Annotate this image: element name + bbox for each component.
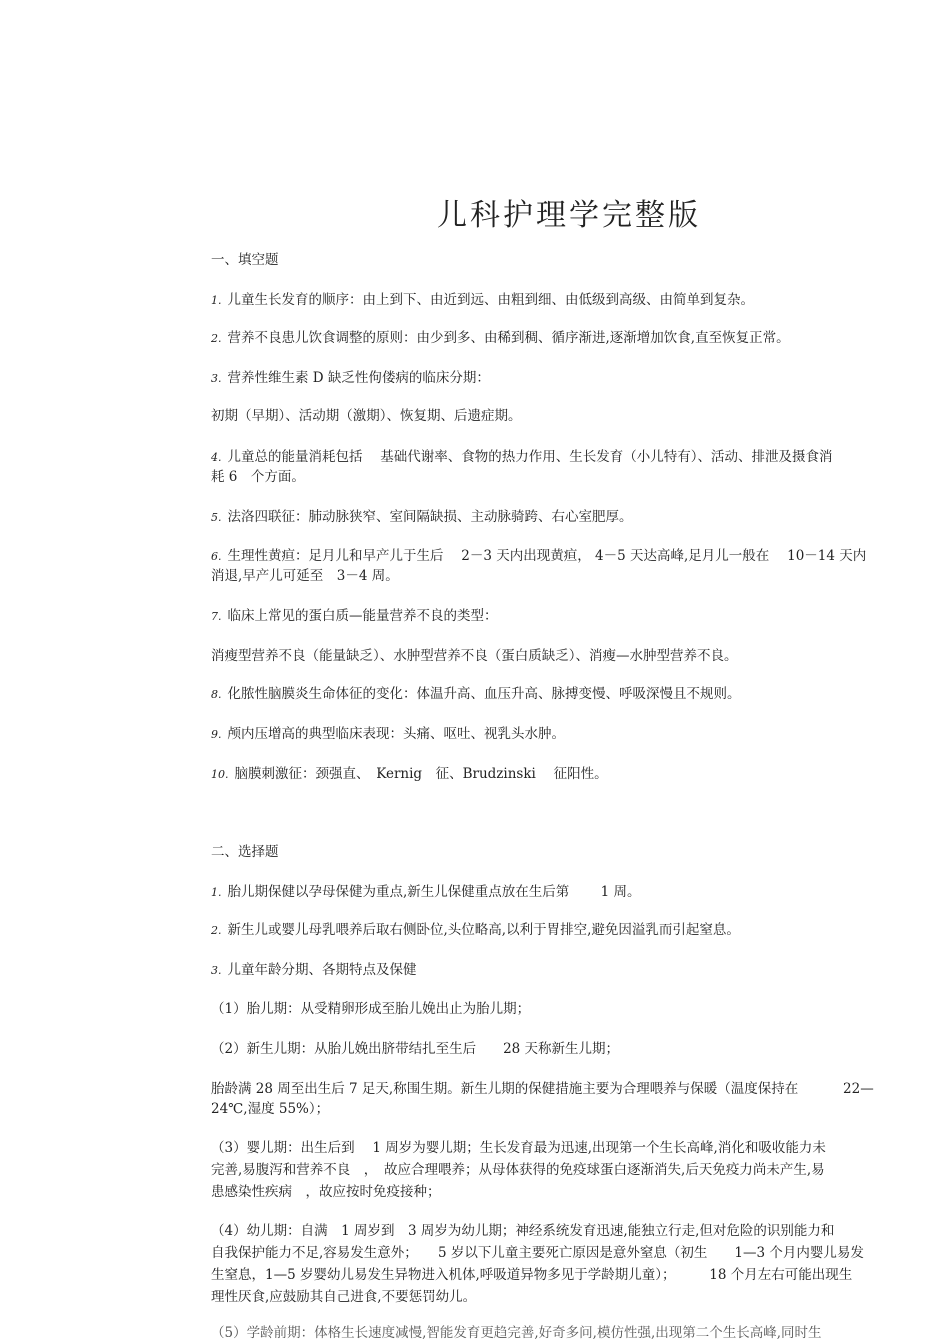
- item-text: 化脓性脑膜炎生命体征的变化：体温升高、血压升高、脉搏变慢、呼吸深慢且不规则。: [227, 686, 741, 702]
- item-text: 临床上常见的蛋白质—能量营养不良的类型：: [227, 608, 498, 624]
- item-number: 8.: [211, 688, 222, 701]
- list-item: [211, 290, 947, 311]
- paragraph-line: 生窒息，1—5 岁婴幼儿易发生异物进入机体,呼吸道异物多见于学龄期儿童）； 18 个月左右可能出现生: [211, 1267, 853, 1283]
- item-text: 营养性维生素 D 缺乏性佝偻病的临床分期：: [227, 370, 490, 386]
- list-item: [211, 507, 947, 528]
- list-item: [211, 546, 947, 567]
- paragraph-line: 理性厌食,应鼓励其自己进食,不要惩罚幼儿。: [211, 1289, 477, 1305]
- item-text: 胎儿期保健以孕母保健为重点,新生儿保健重点放在生后第 1 周。: [227, 884, 641, 900]
- paragraph-line: （1）胎儿期：从受精卵形成至胎儿娩出止为胎儿期；: [211, 1001, 531, 1017]
- list-item: [211, 882, 947, 903]
- item-subline: 初期（早期）、活动期（激期）、恢复期、后遗症期。: [211, 408, 522, 424]
- section-heading: 一、填空题: [211, 252, 279, 268]
- item-number: 2.: [211, 924, 222, 937]
- list-item: [211, 920, 947, 941]
- item-text: 生理性黄疸：足月儿和早产儿于生后 2－3 天内出现黄疸， 4－5 天达高峰,足月儿一般在 10－14 天内: [227, 548, 867, 564]
- item-subline: 消瘦型营养不良（能量缺乏）、水肿型营养不良（蛋白质缺乏）、消瘦—水肿型营养不良。: [211, 648, 738, 664]
- item-number: 3.: [211, 372, 222, 385]
- item-number: 1.: [211, 294, 222, 307]
- list-item: [211, 368, 947, 389]
- paragraph-line: （4）幼儿期：自满 1 周岁到 3 周岁为幼儿期；神经系统发育迅速,能独立行走,但对危险的识别能力和: [211, 1223, 835, 1239]
- item-text: 儿童年龄分期、各期特点及保健: [227, 962, 417, 978]
- item-number: 3.: [211, 964, 222, 977]
- list-item: [211, 606, 947, 627]
- item-number: 9.: [211, 728, 222, 741]
- item-number: 2.: [211, 332, 222, 345]
- item-number: 1.: [211, 886, 222, 899]
- paragraph-line: （5）学龄前期：体格生长速度减慢,智能发育更趋完善,好奇多问,模仿性强,出现第二个生长高峰,同时生: [211, 1325, 822, 1341]
- paragraph-line: （3）婴儿期：出生后到 1 周岁为婴儿期；生长发育最为迅速,出现第一个生长高峰,消化和吸收能力未: [211, 1140, 826, 1156]
- item-number: 7.: [211, 610, 222, 623]
- item-number: 10.: [211, 768, 229, 781]
- list-item: [211, 960, 947, 981]
- item-text: 儿童生长发育的顺序：由上到下、由近到远、由粗到细、由低级到高级、由简单到复杂。: [227, 292, 754, 308]
- paragraph-line: （2）新生儿期：从胎儿娩出脐带结扎至生后 28 天称新生儿期；: [211, 1041, 620, 1057]
- list-item: [211, 684, 947, 705]
- list-item: [211, 447, 947, 468]
- item-continuation: 耗 6 个方面。: [211, 469, 305, 485]
- paragraph-line: 24℃,湿度 55%）；: [211, 1101, 330, 1117]
- list-item: [211, 328, 947, 349]
- item-number: 5.: [211, 511, 222, 524]
- document-title: 儿科护理学完整版: [437, 198, 701, 233]
- section-heading: 二、选择题: [211, 844, 279, 860]
- item-text: 儿童总的能量消耗包括 基础代谢率、食物的热力作用、生长发育（小儿特有）、活动、排泄及摄食消: [227, 449, 833, 465]
- list-item: [211, 764, 947, 785]
- item-continuation: 消退,早产儿可延至 3－4 周。: [211, 568, 399, 584]
- item-number: 6.: [211, 550, 222, 563]
- paragraph-line: 患感染性疾病 ，故应按时免疫接种；: [211, 1184, 441, 1200]
- paragraph-line: 胎龄满 28 周至出生后 7 足天,称围生期。新生儿期的保健措施主要为合理喂养与保暖（温度保持在 22—: [211, 1081, 874, 1097]
- item-text: 新生儿或婴儿母乳喂养后取右侧卧位,头位略高,以利于胃排空,避免因溢乳而引起窒息。: [227, 922, 740, 938]
- paragraph-line: 完善,易腹泻和营养不良 ， 故应合理喂养；从母体获得的免疫球蛋白逐渐消失,后天免疫力尚未产生,易: [211, 1162, 825, 1178]
- paragraph-line: 自我保护能力不足,容易发生意外； 5 岁以下儿童主要死亡原因是意外窒息（初生 1—3 个月内婴儿易发: [211, 1245, 864, 1261]
- item-text: 法洛四联征：肺动脉狭窄、室间隔缺损、主动脉骑跨、右心室肥厚。: [227, 509, 633, 525]
- item-number: 4.: [211, 451, 222, 464]
- item-text: 脑膜刺激征：颈强直、 Kernig 征、Brudzinski 征阳性。: [234, 766, 608, 782]
- list-item: [211, 724, 947, 745]
- item-text: 颅内压增高的典型临床表现：头痛、呕吐、视乳头水肿。: [227, 726, 565, 742]
- item-text: 营养不良患儿饮食调整的原则：由少到多、由稀到稠、循序渐进,逐渐增加饮食,直至恢复正常。: [227, 330, 790, 346]
